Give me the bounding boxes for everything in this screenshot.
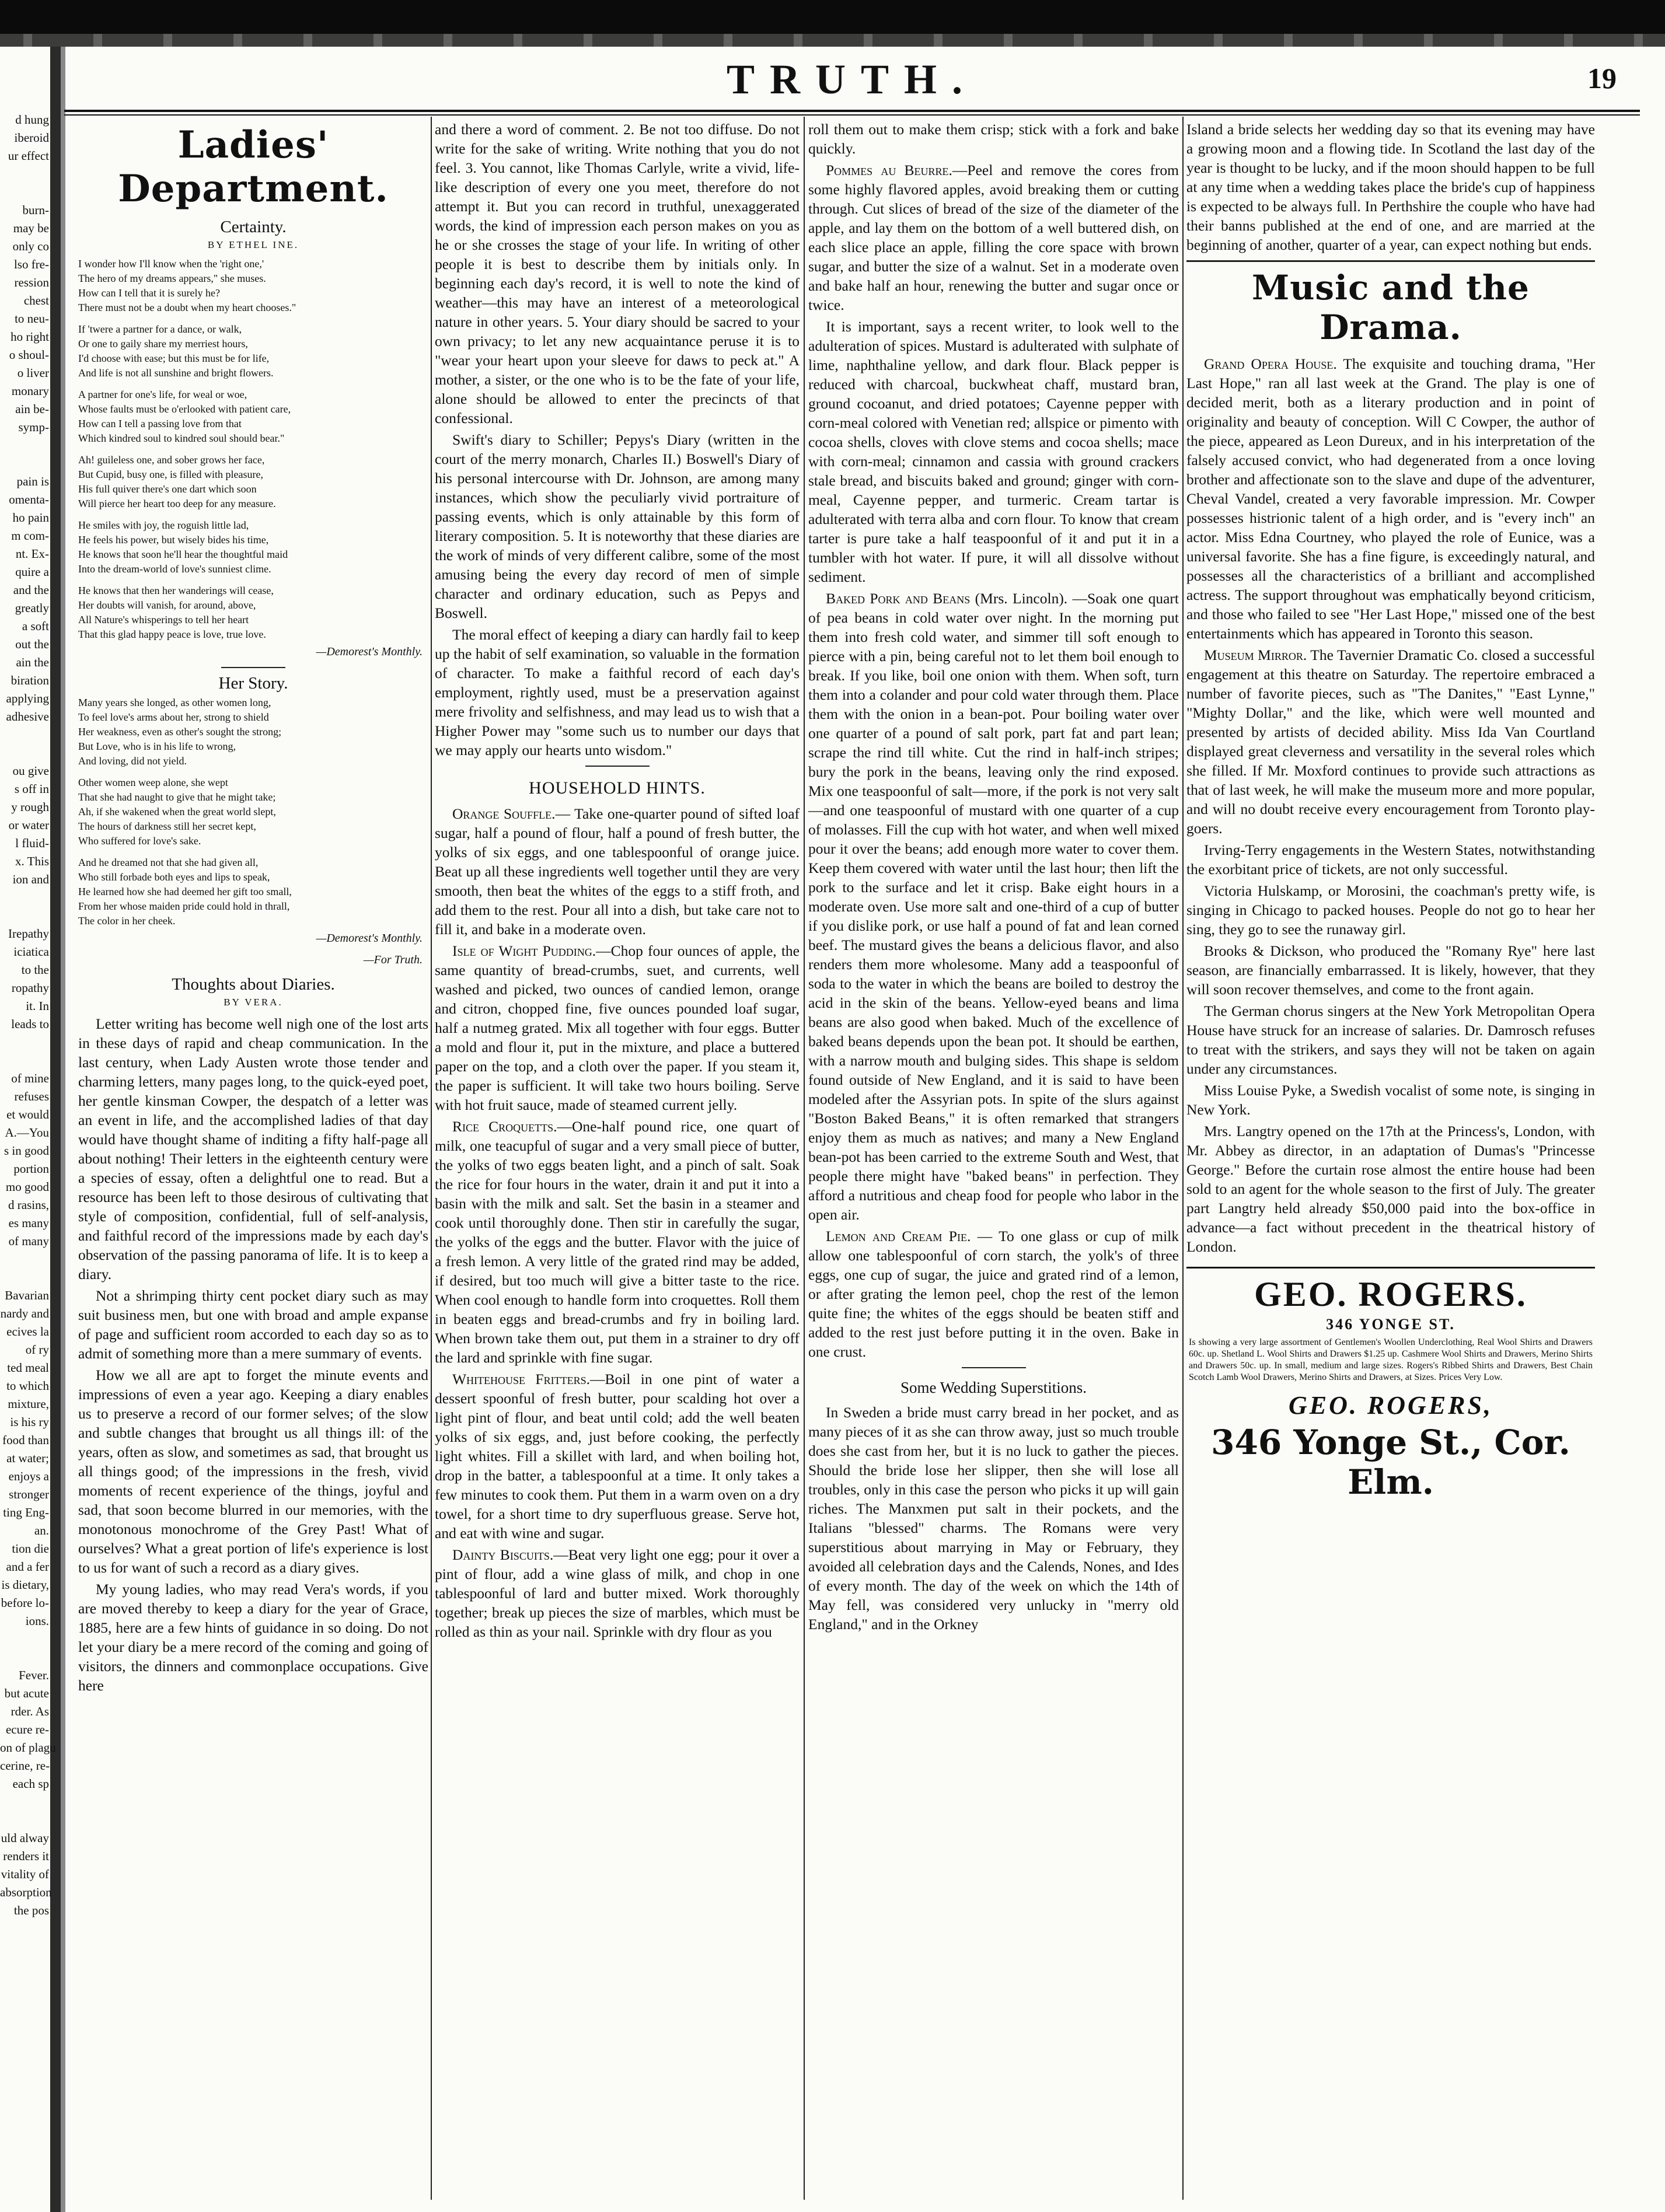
paragraph-text: The German chorus singers at the New York Metropolitan Opera House have struck for an increase of salaries. Dr. Damrosch refuses to treat with the strikers, and says they will not be taken on again under any circumstances. [1186,1002,1595,1077]
poem-line: The color in her cheek. [78,915,176,927]
edge-fragment: ropathy [11,981,49,995]
edge-fragment: is dietary, [1,1578,49,1592]
edge-fragment: renders it [3,1849,49,1863]
edge-fragment: a soft [22,619,49,633]
edge-fragment: absorption [0,1885,52,1899]
music-paragraph [1186,1121,1595,1256]
poem-line: That this glad happy peace is love, true love. [78,628,266,640]
music-paragraph [1186,1081,1595,1119]
music-paragraph [1186,1001,1595,1078]
column-rule [804,117,805,2200]
edge-fragment: vitality of [1,1867,49,1881]
poem-line: All Nature's whisperings to tell her heart [78,614,249,625]
edge-fragment: ression [14,275,49,289]
edge-fragment [0,1033,49,1070]
edge-fragment: Bavarian [5,1288,49,1302]
poem-line: He knows that soon he'll hear the thoughtful maid [78,548,288,560]
masthead-rule-thin [64,114,1640,116]
recipe-item [435,1369,800,1543]
paragraph: roll them out to make them crisp; stick with a fork and bake quickly. [808,121,1179,157]
edge-fragment: ting Eng- [3,1505,49,1519]
edge-fragment: monary [11,384,49,398]
masthead-rule [64,110,1640,112]
edge-fragment: at water; [6,1451,49,1465]
edge-fragment: lso fre- [13,257,49,271]
column-4 [1186,120,1595,2197]
edge-fragment: out the [15,637,49,651]
edge-fragment: o liver [17,366,49,380]
column-rule [1182,117,1184,2200]
recipe-item [808,589,1179,1224]
edge-fragment [0,889,49,925]
paragraph-text: Brooks & Dickson, who produced the "Romany Rye" here last season, are financially embarrassed. It is likely, however, that they will soon recover themselves, and come to the front again. [1186,942,1595,998]
poem-line: How can I tell a passing love from that [78,418,242,429]
edge-fragment: it. In [26,999,49,1013]
edge-fragment: m com- [11,529,49,543]
section-header-ladies: Ladies' Department. [118,123,389,211]
poem-line: Whose faults must be o'erlooked with patient care, [78,403,291,415]
edge-fragment: adhesive [6,710,49,724]
edge-fragment: mo good [5,1180,49,1194]
poem-byline: BY ETHEL INE. [207,239,299,250]
paragraph-text: Irving-Terry engagements in the Western States, notwithstanding the exorbitant price of tickets, are not only successful. [1186,841,1595,878]
edge-fragment: uld alway [1,1831,49,1845]
poem-line: He feels his power, but wisely bides his time, [78,534,269,546]
column-rule [431,117,432,2200]
recipe-text: (Mrs. Lincoln). —Soak one quart of pea beans in cold water over night. In the morning put them into fresh cold water, and simmer till soft enough to pierce with a pin, being careful not to let them boil enough to break. If you like, boil one onion with them. When soft, turn them into a colander and pour cold water through them. Place them with the onion in a bean-pot. Pour boiling water over one quarter of a pound of salt pork, part fat and part lean; scrape the rind till white. Cut the rind in half-inch stripes; bury the pork in the beans, leaving only the rind exposed. Mix one teaspoonful of salt—more, if the pork is not very salt—and one teaspoonful of mustard with one quarter of a cup of molasses. Fill the cup with hot water, and when well mixed pour it over the beans; add enough more water to cover them. Keep them covered with water until the last hour; then lift the pork to the surface and let it crisp. Bake eight hours in a moderate oven. Use more salt and one-third of a cup of butter if you dislike pork, or use half a pound of fat and lean corned beef. The mustard gives the beans a delicious flavor, and also renders them more wholesome. Many add a teaspoonful of soda to the water in which the beans are boiled to destroy the acid in the skin of the beans. Yellow-eyed beans and lima beans are also good when baked. Much of the excellence of baked beans depends upon the bean pot. It should be earthen, with a narrow mouth and bulging sides. This shape is seldom found outside of New England, and it is said to have been modeled after the Assyrian pots. In spite of the slurs against "Boston Baked Beans," it is often remarked that strangers enjoy them as much as natives; and many a New England bean-pot has been carried to the extreme South and West, that people there might have "baked beans" in perfection. They afford a nutritious and cheap food for people who labor in the open air. [808,590,1179,1223]
section-header-music: Music and the Drama. [1252,268,1530,347]
edge-fragment [0,165,49,201]
poem-line: Or one to gaily share my merriest hours, [78,338,248,350]
edge-fragment: biration [11,673,49,687]
recipe-name: Lemon and Cream Pie. [826,1228,971,1245]
edge-fragment: ain the [16,655,49,669]
recipe-list [808,160,1179,314]
edge-fragment: s off in [14,782,49,796]
recipe-name: Whitehouse Fritters. [452,1371,590,1388]
paragraph-lead: Museum Mirror. [1204,647,1307,663]
paragraph-text: Miss Louise Pyke, a Swedish vocalist of some note, is singing in New York. [1186,1082,1595,1118]
edge-fragment: cerine, re- [0,1759,50,1773]
music-paragraph [1186,941,1595,999]
poem-line: He learned how she had deemed her gift too small, [78,886,292,897]
column-3 [808,120,1179,2197]
edge-fragment: y rough [11,800,49,814]
edge-fragment: mixture, [8,1397,49,1411]
divider [1186,260,1595,262]
paragraph: It is important, says a recent writer, to look well to the adulteration of spices. Mustard is adulterated with sulphate of lime, naphthaline yellow, and dark flour. Black pepper is reduced with charcoal, buckwheat chaff, mustard bran, ground cocoanut, and dried potatoes; Cayenne pepper with corn-meal colored with Venetian red; allspice or pimento with cocoa shells, cloves with clove stems and cocoa shells; mace with corn-meal; cinnamon and cassia with ground crackers stale bread, and biscuits baked and ground; ginger with corn-meal, Cayenne pepper, and turmeric. Cream tartar is adulterated with terra alba and corn flour. To know that cream tarter is pure take a half teaspoonful of it and put it in a tumbler with hot water. If pure, it will all dissolve without sediment. [808,318,1179,585]
masthead [64,55,1640,108]
music-paragraph [1186,354,1595,643]
edge-fragment: s in good [4,1144,49,1158]
edge-fragment: greatly [15,601,49,615]
paragraph: Letter writing has become well nigh one of the lost arts in these days of rapid and cheap communication. In the last century, when Lady Austen wrote those tender and charming letters, many pages long, to the quick-eyed poet, her gentle kinsman Cowper, the despatch of a letter was an event in life, and the accomplished ladies of that day would have thought shame of inditing a fifty half-page all about nothing! Their letters in the eighteenth century were a species of essay, often a delightful one to read. But a resource has been left to those desirous of cultivating that style of composition, confidential, full of self-analysis, and faithful record of the impressions made by each day's observation of the passing panorama of life. It is to keep a diary. [78,1015,428,1283]
divider [962,1367,1026,1368]
edge-fragment: applying [6,691,49,705]
poem-credit: —Demorest's Monthly. [316,645,423,658]
paragraph: The moral effect of keeping a diary can hardly fail to keep up the habit of self examination, so valuable in the formation of character. To make a faithful record of each day's employment, rightly used, must be a preservation against mere frivolity and selfishness, and may lead us to wish that a Higher Power may "some such us to number our days that we may apply our hearts unto wisdom." [435,626,800,759]
poem-line: The hero of my dreams appears," she muses. [78,272,266,284]
edge-fragment: stronger [9,1487,49,1501]
poem-title: Certainty. [220,218,287,236]
poem-line: Who suffered for love's sake. [78,835,201,847]
music-drama-body [1186,354,1595,1256]
page-number: 19 [1587,62,1617,95]
top-border-strip [0,34,1665,47]
recipe-item [808,160,1179,314]
edge-fragment: food than [2,1433,49,1447]
recipe-name: Pommes au Beurre. [826,162,952,179]
poem-line: His full quiver there's one dart which soon [78,483,257,495]
edge-fragment: of ry [25,1343,49,1357]
recipe-text: —Boil in one pint of water a dessert spoonful of fresh butter, pour scalding hot over a light pint of flour, and beat until cold; add the well beaten yolks of six eggs, and, just before cooking, the perfectly light whites. Fill a skillet with lard, and when boiling hot, drop in the batter, a tablespoonful at a time. It only takes a few minutes to cook them. Put them in a warm oven on a dry towel, for a short time to dry superfluous grease. Serve hot, and eat with wine and sugar. [435,1371,800,1542]
edge-fragment: rder. As [11,1704,49,1718]
recipe-text: — To one glass or cup of milk allow one tablespoonful of corn starch, the yolk's of three eggs, one cup of sugar, the juice and grated rind of a lemon, or after grating the lemon peel, chop the rest of the lemon quite fine; the whites of the eggs should be beaten stiff and added to the rest just before putting it in the oven. Bake in one crust. [808,1228,1179,1360]
edge-fragment: l fluid- [15,836,49,850]
edge-fragment [0,1250,49,1287]
poem-credit-truth: —For Truth. [363,953,423,966]
music-paragraph [1186,840,1595,879]
paragraph: Swift's diary to Schiller; Pepys's Diary (written in the court of the merry monarch, Charles II.) Boswell's Diary of his personal intercourse with Dr. Johnson, are among many instances, which show the peculiarly vivid portraiture of passing events, which is only attainable by this form of literary composition. 5. It is noteworthy that these diaries are the work of minds of very different calibre, some of the most amusing being the every day record of men of simple character and ordinary education, such as Pepys and Boswell. [435,431,800,621]
poem-line: To feel love's arms about her, strong to shield [78,711,269,723]
poem-line: There must not be a doubt when my heart chooses." [78,302,296,313]
recipe-text: —One-half pound rice, one quart of milk, one teacupful of sugar and a very small piece of butter, the yolks of two eggs beaten light, and a pinch of salt. Soak the rice for four hours in the water, drain it and put it into a basin with the milk and salt. Set the basin in a steamer and cook until thoroughly done. Then stir in carefully the sugar, the yolks of the eggs and the butter. Flavor with the juice of a fresh lemon. A very little of the grated rind may be added, if desired, but too much will give a bitter taste to the rice. When cool enough to handle form into croquettes. Roll them in beaten eggs and bread-crumbs and fry in boiling lard. When brown take them out, put them in a strainer to dry off the lard and sprinkle with fine sugar. [435,1118,800,1366]
poem-body [78,696,428,928]
edge-fragment: ion and [12,872,49,886]
poem-line: He knows that then her wanderings will cease, [78,585,274,596]
poem-line: If 'twere a partner for a dance, or walk, [78,323,242,335]
poem-line: How can I tell that it is surely he? [78,287,220,299]
household-hints-heading: HOUSEHOLD HINTS. [529,778,706,798]
edge-fragment: burn- [22,203,49,217]
recipe-name: Baked Pork and Beans [826,590,971,607]
divider [585,766,650,767]
poem-line: But Cupid, busy one, is filled with pleasure, [78,469,263,480]
edge-fragment: A.—You [5,1126,49,1140]
poem-line: That she had naught to give that he might take; [78,791,276,803]
edge-fragment: or water [8,818,49,832]
edge-fragment: omenta- [9,492,49,506]
edge-fragment [0,1630,49,1666]
edge-fragment: pain is [16,474,49,488]
edge-fragment: x. This [15,854,49,868]
edge-fragment: Fever. [19,1668,49,1682]
recipe-item [808,1226,1179,1361]
edge-fragment: ecure re- [5,1722,49,1736]
poem-credit: —Demorest's Monthly. [316,932,423,945]
poem-line: Will pierce her heart too deep for any measure. [78,498,276,509]
edge-fragment: ions. [25,1614,49,1628]
edge-fragment: ain be- [15,402,49,416]
music-paragraph [1186,881,1595,939]
edge-fragment: symp- [18,420,49,434]
edge-fragment: to which [6,1379,49,1393]
paragraph-text: Victoria Hulskamp, or Morosini, the coachman's pretty wife, is singing in Chicago to packed houses. People do not go to hear her sing, they go to see the runaway girl. [1186,882,1595,938]
essay-byline: BY VERA. [224,997,283,1008]
edge-fragment: Irepathy [8,927,49,941]
poem-line: He smiles with joy, the roguish little lad, [78,519,249,531]
recipe-name: Dainty Biscuits. [452,1546,554,1563]
poem-line: I'd choose with ease; but this must be for life, [78,352,270,364]
edge-fragment: ho pain [12,511,49,525]
edge-fragment: leads to [11,1017,49,1031]
poem-line: Ah! guileless one, and sober grows her face, [78,454,265,466]
wedding-heading: Some Wedding Superstitions. [900,1379,1087,1396]
edge-fragment: quire a [15,565,49,579]
recipe-list [435,804,800,1641]
paragraph-text: The exquisite and touching drama, "Her Last Hope," ran all last week at the Grand. The play is one of decided merit, both as a literary production and in point of originality and beauty of conception. Will C Cowper, the author of the piece, appeared as Leon Dureux, and in his interpretation of the falsely accused convict, who had degenerated from a once loving brother and affectionate son to the slave and dupe of the adventurer, Cheval Vandel, created a very favorable impression. Mr. Cowper possesses histrionic talent of a high order, and is "every inch" an actor. Miss Edna Courtney, who played the role of Eunice, was a universal favorite. She has a fine figure, is exceedingly natural, and possesses all the characteristics of a brilliant and accomplished actress. The support throughout was emphatically beyond criticism, and those who failed to see "Her Last Hope," missed one of the best entertainments which has appeared in Toronto this season. [1186,355,1596,642]
recipe-list [808,589,1179,1361]
edge-fragment: tion die [12,1542,49,1556]
edge-fragment: iberoid [14,131,49,145]
poem-line: Who still forbade both eyes and lips to speak, [78,871,270,883]
edge-fragment: et would [6,1107,49,1121]
edge-fragment: an. [34,1523,49,1537]
edge-fragment: is his ry [10,1415,49,1429]
ad-address: 346 YONGE ST. [1326,1316,1455,1333]
paragraph-text: The Tavernier Dramatic Co. closed a successful engagement at this theatre on Saturday. The repertoire embraced a number of favorite pieces, such as "The Danites," "East Lynne," "Mighty Dollar," and the like, which were well mounted and presented by artists of decided ability. Miss Ida Van Courtland displayed great cleverness and versatility in the several roles which she filled. If Mr. Moxford continues to provide such attractions as that of last week, he will make the museum more and more popular, and will no doubt receive every encouragement from Toronto play-goers. [1186,647,1595,837]
recipe-item [435,804,800,939]
divider [221,667,285,668]
edge-fragment: ou give [12,764,49,778]
column-1 [78,120,428,2197]
poem-line: Her doubts will vanish, for around, above, [78,599,256,611]
edge-fragment: d hung [15,113,49,127]
edge-fragment: ecives la [6,1325,49,1339]
paragraph: Not a shrimping thirty cent pocket diary such as may suit business men, but one with broad and ample expanse of page and sufficient room accorded to each day so as to admit of something more than a mere summary of events. [78,1287,428,1362]
edge-fragment: to the [21,963,49,977]
edge-fragment: refuses [14,1089,49,1103]
poem-line: And he dreamed not that she had given all, [78,857,259,868]
edge-fragment [0,726,49,762]
edge-fragment: ho right [11,330,49,344]
edge-fragment: of mine [11,1071,49,1085]
ad-address-secondary: 346 Yonge St., Cor. Elm. [1211,1423,1570,1502]
edge-fragment: portion [13,1162,49,1176]
essay-title: Thoughts about Diaries. [172,975,335,994]
edge-fragment: the pos [13,1903,49,1917]
edge-fragment: and the [13,583,49,597]
edge-fragment: es many [8,1216,49,1230]
top-black-band [0,0,1665,34]
edge-fragment: chest [23,293,49,307]
poem-line: And loving, did not yield. [78,755,187,767]
poem-line: I wonder how I'll know when the 'right one,' [78,258,264,270]
paragraph: How we all are apt to forget the minute events and impressions of even a year ago. Keeping a diary enables us to preserve a record of our former selves; of the slow and subtle changes that brought us all things ill: of the years, often as slow, and sometimes as sad, that brought us all things good; of the impressions in the fresh, vivid moments of recent experience of the things, joyful and sad, that soon become blurred in our memories, with the monotonous monochrome of the Grey Past! What of ourselves? What a great portion of life's experience is lost to us for want of such a record as a diary gives. [78,1367,428,1576]
poem-body [78,257,428,642]
poem-line: Her weakness, even as other's sought the strong; [78,726,282,738]
adjacent-page-edge [0,111,56,2182]
advertisement [1186,1267,1595,1502]
ad-name: GEO. ROGERS. [1254,1275,1527,1313]
edge-fragment: ted meal [7,1361,49,1375]
paragraph-text: Mrs. Langtry opened on the 17th at the Princess's, London, with Mr. Abbey as director, in an adaptation of Dumas's "Princesse George." Before the curtain rose almost the entire house had been sold to an agent for the whole season to the first of July. The greater part Langtry held already $50,000 paid into the box-office in advance—a fact without precedent in the theatrical history of London. [1186,1123,1595,1255]
edge-fragment: but acute [4,1686,49,1700]
music-paragraph [1186,645,1595,838]
edge-fragment: d rasins, [8,1198,49,1212]
edge-fragment [0,436,49,473]
poem-line: From her whose maiden pride could hold in thrall, [78,900,290,912]
edge-fragment: may be [13,221,49,235]
paragraph: In Sweden a bride must carry bread in her pocket, and as many pieces of it as she can throw away, just so much trouble does she cast from her, but it is no luck to gather the pieces. Should the bride lose her slipper, then she will lose all troubles, only in this case the person who picks it up will gain riches. The Manxmen put salt in their pockets, and the Italians "blessed" charms. The Romans were very superstitious about marrying in May or February, they avoided all celebration days and the Calends, Nones, and Ides of every month. The day of the week on which the 14th of May fell, was considered very unlucky in "merry old England," and in the Orkney [808,1404,1179,1633]
edge-fragment: nt. Ex- [15,547,49,561]
recipe-item [435,1117,800,1367]
edge-fragment: enjoys a [8,1469,49,1483]
edge-fragment: and a fer [6,1560,49,1574]
poem-line: The hours of darkness still her secret kept, [78,820,256,832]
edge-fragment: iciatica [13,945,49,959]
recipe-text: — Take one-quarter pound of sifted loaf sugar, half a pound of flour, half a pound of fresh butter, the yolks of six eggs, and one tablespoonful of orange juice. Beat up all these ingredients well together until they are very smooth, then beat the whites of the eggs to a stiff froth, and add them to the rest. Pour all into a dish, but take care not to fill it, and bake in a moderate oven. [435,805,800,938]
paragraph: Island a bride selects her wedding day so that its evening may have a growing moon and a flowing tide. In Scotland the last day of the year is thought to be lucky, and if the moon should happen to be full at any time when a wedding takes place the bride's cup of happiness is expected to be always full. In Perthshire the couple who have had their banns published at the end of one, and are married at the beginning of another, quarter of a year, can expect nothing but ends. [1186,121,1595,253]
edge-fragment: ur effect [8,149,49,163]
recipe-text: —Peel and remove the cores from some highly flavored apples, avoid breaking them or cutting through. Cut slices of bread of the size of the diameter of the apple, and lay them on the bottom of a well buttered dish, on each slice place an apple, filling the core space with brown sugar, and butter the size of a walnut. Set in a moderate oven and bake half an hour, renewing the butter and sugar once or twice. [808,162,1179,313]
recipe-text: —Chop four ounces of apple, the same quantity of bread-crumbs, suet, and currents, well washed and picked, two ounces of candied lemon, orange and citron, chopped fine, five ounces pounded loaf sugar, half a nutmeg grated. Mix all together with four eggs. Butter a mold and flour it, put in the mixture, and place a buttered paper on the top, and a cloth over the paper. If you steam it, the paper is sufficient. It will take two hours boiling. Serve with hot fruit sauce, made of steamed current jelly. [435,942,800,1113]
ad-body: Is showing a very large assortment of Gentlemen's Woollen Underclothing, Real Wool Shirts and Drawers 60c. up. Shetland L. Wool Shirts and Drawers $1.25 up. Cashmere Wool Shirts and Drawers, Merino Shirts and Drawers 50c. up. In small, medium and large sizes. Rogers's Ribbed Shirts and Drawers, Best Chain Scotch Lamb Wool Drawers, Merino Shirts and Drawers, at Sizes. Prices Very Low. [1189,1337,1593,1382]
masthead-title: TRUTH. [726,56,978,103]
paragraph: My young ladies, who may read Vera's words, if you are moved thereby to keep a diary for the year of Grace, 1885, here are a few hints of guidance in so doing. Do not let your diary be a mere record of the coming and going of visitors, the dinners and commonplace occupations. Give here [78,1581,428,1694]
poem-line: A partner for one's life, for weal or woe, [78,389,247,400]
poem-line: Other women weep alone, she wept [78,777,228,788]
recipe-name: Orange Souffle. [452,805,556,822]
poem-line: And life is not all sunshine and bright flowers. [78,367,274,379]
paragraph: and there a word of comment. 2. Be not too diffuse. Do not write for the sake of writing. Write nothing that you do not feel. 3. You cannot, like Thomas Carlyle, write a vivid, life-like description of every one you meet, therefore do not attempt it. But you can record in truthful, unexaggerated words, the kind of impression each person makes on you as he or she crosses the stage of your life. In writing of other people it is best to describe them by initials only. In beginning each day's record, it is well to note the kind of weather—this may have an interest of a meteorological nature in other years. 5. Your diary should be sacred to your own privacy; to let any new acquaintance peruse it is to "wear your heart upon your sleeve for daws to peck at." A mother, a sister, or the one who is to be the fate of your life, alone should be allowed to enter the precincts of that confessional. [435,121,800,427]
recipe-name: Rice Croquetts. [452,1118,557,1135]
recipe-item [435,941,800,1114]
edge-fragment: only co [12,239,49,253]
edge-fragment: on of plagu [0,1741,56,1755]
poem-line: Which kindred soul to kindred soul should bear." [78,432,285,444]
recipe-text: —Beat very light one egg; pour it over a pint of flour, add a wine glass of milk, and chop in one tablespoonful of lard and butter mixed. Work thoroughly together; break up pieces the size of marbles, which must be rolled as thin as your nail. Sprinkle with dry flour as you [435,1546,800,1640]
poem-line: But Love, who is in his life to wrong, [78,740,236,752]
column-2 [435,120,800,2197]
recipe-item [435,1545,800,1641]
poem-line: Into the dream-world of love's sunniest clime. [78,563,271,575]
recipe-name: Isle of Wight Pudding. [452,942,596,959]
edge-fragment: before lo- [1,1596,49,1610]
edge-fragment: o shoul- [9,348,49,362]
edge-fragment [0,1793,49,1829]
edge-fragment: nardy and [0,1306,49,1320]
poem-line: Ah, if she wakened when the great world slept, [78,806,276,817]
ad-name-secondary: GEO. ROGERS, [1289,1391,1493,1420]
poem-title: Her Story. [218,674,288,693]
essay-body [78,1014,428,1695]
edge-fragment: of many [8,1234,49,1248]
poem-line: Many years she longed, as other women long, [78,697,271,708]
edge-fragment: each sp [12,1777,49,1791]
edge-fragment: to neu- [15,312,49,326]
paragraph-lead: Grand Opera House. [1204,355,1337,372]
